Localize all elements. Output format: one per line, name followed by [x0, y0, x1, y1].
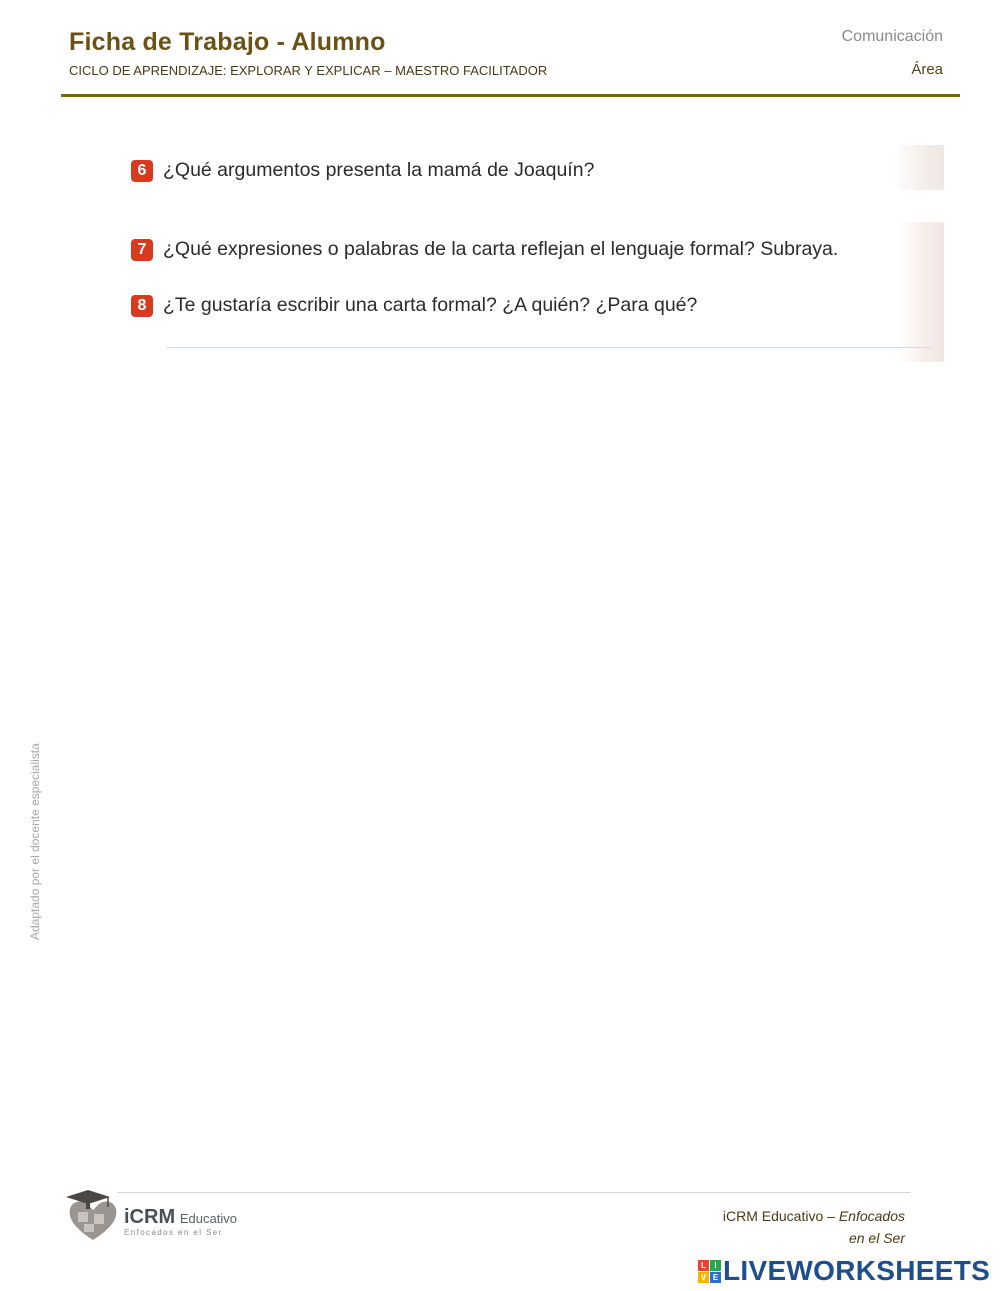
question-6	[131, 159, 594, 182]
liveworksheets-watermark	[698, 1255, 990, 1287]
footer-divider	[118, 1192, 911, 1193]
logo-wordmark	[124, 1206, 237, 1229]
logo-brand: iCRM	[124, 1206, 176, 1228]
question-8	[131, 294, 697, 317]
worksheet-scan	[118, 140, 944, 362]
logo-letter: I	[710, 1260, 721, 1271]
page-subtitle: CICLO DE APRENDIZAJE: EXPLORAR Y EXPLICAR – MAESTRO FACILITADOR	[69, 63, 548, 78]
answer-line	[166, 347, 932, 348]
logo-tagline: Enfocados en el Ser	[124, 1228, 223, 1237]
side-note: Adaptado por el docente especialista	[28, 743, 42, 940]
icrm-logo	[64, 1188, 237, 1246]
question-text: ¿Qué expresiones o palabras de la carta reflejan el lenguaje formal? Subraya.	[163, 238, 839, 260]
area-label: Área	[911, 61, 943, 78]
scan-edge-shadow	[898, 222, 944, 362]
question-text: ¿Te gustaría escribir una carta formal? ¿A quién? ¿Para qué?	[163, 294, 698, 316]
question-number-badge: 6	[131, 160, 153, 182]
footer-credit-italic: en el Ser	[848, 1230, 905, 1246]
footer-credit	[723, 1205, 905, 1249]
liveworksheets-text: LIVEWORKSHEETS	[723, 1255, 991, 1286]
liveworksheets-logo-icon	[698, 1260, 721, 1283]
footer-credit-plain: iCRM Educativo –	[722, 1208, 839, 1224]
question-text: ¿Qué argumentos presenta la mamá de Joaquín?	[163, 159, 595, 181]
logo-letter: L	[698, 1260, 709, 1271]
logo-suffix: Educativo	[179, 1211, 237, 1226]
question-7	[131, 238, 838, 261]
scan-edge-shadow	[894, 145, 944, 190]
logo-letter: V	[698, 1272, 709, 1283]
header-divider	[61, 94, 960, 97]
graduation-heart-icon	[64, 1188, 122, 1244]
area-name: Comunicación	[841, 28, 943, 45]
page-title: Ficha de Trabajo - Alumno	[69, 28, 386, 56]
question-number-badge: 7	[131, 239, 153, 261]
footer-credit-italic: Enfocados	[838, 1208, 905, 1224]
logo-letter: E	[710, 1272, 721, 1283]
question-number-badge: 8	[131, 295, 153, 317]
